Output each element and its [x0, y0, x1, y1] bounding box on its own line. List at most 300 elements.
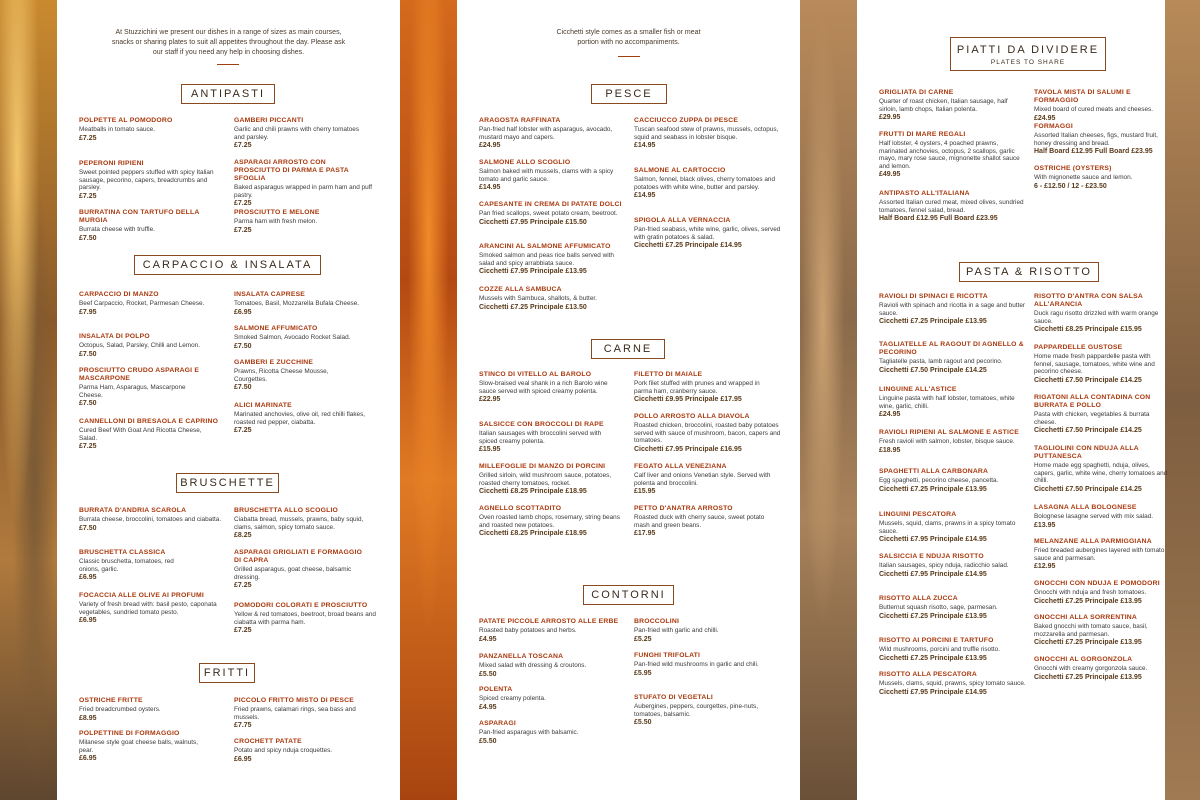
item-price: £14.95	[634, 192, 656, 200]
item-name: ASPARAGI GRIGLIATI E FORMAGGIO DI CAPRA	[234, 549, 363, 564]
item-name: GAMBERI PICCANTI	[234, 117, 304, 124]
item-price: Cicchetti £7.25 Principale £14.95	[634, 242, 742, 250]
menu-item	[479, 720, 624, 745]
item-name: GAMBERI E ZUCCHINE	[234, 359, 314, 366]
item-name: INSALATA CAPRESE	[234, 291, 306, 298]
item-desc: Marinated anchovies, olive oil, red chilli flakes, roasted red pepper, ciabatta.	[234, 411, 366, 426]
menu-item	[234, 159, 374, 207]
item-desc: Beef Carpaccio, Rocket, Parmesan Cheese.	[79, 300, 205, 307]
section-heading-carpaccio: CARPACCIO & INSALATA	[134, 255, 321, 275]
item-desc: Aubergines, peppers, courgettes, pine-nuts, tomatoes, balsamic.	[634, 703, 758, 718]
item-desc: Tuscan seafood stew of prawns, mussels, octopus, squid and seabass in lobster bisque.	[634, 126, 779, 141]
item-name: PROSCIUTTO E MELONE	[234, 209, 320, 216]
item-price: Cicchetti £7.95 Principale £14.95	[879, 688, 987, 696]
menu-item	[479, 421, 619, 453]
menu-item	[79, 697, 224, 722]
item-price: Half Board £12.95 Full Board £23.95	[1034, 148, 1153, 156]
item-name: POLENTA	[479, 686, 513, 693]
item-price: £7.25	[234, 627, 252, 635]
item-desc: Fried breadcrumbed oysters.	[79, 706, 161, 713]
item-name: RAVIOLI RIPIENI AL SALMONE E ASTICE	[879, 429, 1019, 436]
item-price: £29.95	[879, 114, 901, 122]
item-desc: Prawns, Ricotta Cheese Mousse, Courgettes.	[234, 368, 329, 383]
item-name: SALMONE AL CARTOCCIO	[634, 167, 726, 174]
menu-item	[879, 386, 1027, 418]
item-name: POLPETTE AL POMODORO	[79, 117, 173, 124]
item-desc: Quarter of roast chicken, Italian sausage, half sirloin, lamb chops, Italian polenta.	[879, 98, 1008, 113]
menu-item	[79, 592, 219, 624]
menu-panel-1	[57, 0, 400, 800]
item-price: £7.50	[79, 524, 97, 532]
menu-item	[1034, 656, 1169, 681]
item-name: PANZANELLA TOSCANA	[479, 653, 564, 660]
item-desc: Mussels with Sambuca, shallots, & butter.	[479, 295, 597, 302]
item-name: BROCCOLINI	[634, 618, 680, 625]
item-name: FOCACCIA ALLE OLIVE AI PROFUMI	[79, 592, 204, 599]
item-desc: Burrata cheese, broccolini, tomatoes and ciabatta.	[79, 516, 222, 523]
item-desc: Spiced creamy polenta.	[479, 695, 546, 702]
menu-item	[479, 618, 624, 643]
menu-item	[1034, 504, 1169, 529]
item-name: INSALATA DI POLPO	[79, 333, 150, 340]
menu-item	[879, 595, 1027, 620]
item-desc: Yellow & red tomatoes, beetroot, broad beans and ciabatta with parma ham.	[234, 611, 376, 626]
menu-panel-2	[457, 0, 800, 800]
item-desc: Pan-fried wild mushrooms in garlic and chili.	[634, 661, 759, 668]
item-name: PICCOLO FRITTO MISTO DI PESCE	[234, 697, 354, 704]
food-photo-strip-center	[400, 0, 457, 800]
menu-item	[234, 291, 379, 316]
item-name: RIGATONI ALLA CONTADINA CON BURRATA E POLLO	[1034, 394, 1151, 409]
item-name: FRUTTI DI MARE REGALI	[879, 131, 966, 138]
item-price: Cicchetti £7.50 Principale £14.25	[1034, 427, 1142, 435]
item-desc: Pork filet stuffed with prunes and wrapped in parma ham, cranberry sauce.	[634, 380, 760, 395]
menu-item	[1034, 445, 1169, 493]
menu-item	[634, 167, 779, 199]
item-name: CARPACCIO DI MANZO	[79, 291, 159, 298]
item-desc: Home made egg spaghetti, nduja, olives, capers, garlic, white wine, cherry tomatoes and chilli.	[1034, 462, 1168, 485]
item-desc: Roasted duck with cherry sauce, sweet potato mash and green beans.	[634, 514, 765, 529]
item-desc: With mignonette sauce and lemon.	[1034, 174, 1133, 181]
item-price: £7.50	[234, 342, 252, 350]
item-desc: Variety of fresh bread with: basil pesto, caponata vegetables, sundried tomato pesto.	[79, 601, 217, 616]
menu-item	[879, 429, 1027, 454]
item-price: Cicchetti £7.50 Principale £14.25	[1034, 485, 1142, 493]
item-price: Cicchetti £7.95 Principale £16.95	[634, 445, 742, 453]
item-name: ASPARAGI	[479, 720, 516, 727]
item-price: £17.95	[634, 530, 656, 538]
item-price: £7.75	[234, 722, 252, 730]
item-name: PAPPARDELLE GUSTOSE	[1034, 344, 1123, 351]
section-heading-antipasti: ANTIPASTI	[181, 84, 275, 104]
item-desc: Garlic and chili prawns with cherry tomatoes and parsley.	[234, 126, 360, 141]
item-name: GNOCCHI CON NDUJA E POMODORI	[1034, 580, 1160, 587]
item-price: Cicchetti £7.95 Principale £15.50	[479, 218, 587, 226]
intro-text: At Stuzzichini we present our dishes in a range of sizes as main courses, snacks or sharing plates to suit all appetites throughout the day. Please ask our staff if you need any help in choosing dishes.	[111, 29, 346, 56]
menu-item	[79, 730, 199, 762]
item-desc: Slow-braised veal shank in a rich Barolo wine sauce served with spiced creamy polenta.	[479, 380, 608, 395]
menu-item	[479, 159, 624, 191]
menu-item	[879, 637, 1027, 662]
item-price: £6.95	[79, 617, 97, 625]
item-price: £4.95	[479, 703, 497, 711]
menu-item	[879, 190, 1027, 222]
item-desc: Parma ham with fresh melon.	[234, 218, 318, 225]
item-desc: Gnocchi with creamy gorgonzola sauce.	[1034, 665, 1148, 672]
menu-item	[1034, 538, 1169, 570]
menu-item	[479, 463, 629, 495]
item-price: Cicchetti £7.25 Principale £13.95	[1034, 597, 1142, 605]
menu-item	[879, 131, 1027, 178]
item-desc: Octopus, Salad, Parsley, Chilli and Lemon.	[79, 342, 201, 349]
section-heading-pasta: PASTA & RISOTTO	[959, 262, 1099, 282]
menu-item	[234, 549, 369, 589]
item-price: £7.25	[234, 427, 252, 435]
item-price: £15.95	[479, 446, 501, 454]
item-price: Cicchetti £8.25 Principale £15.95	[1034, 326, 1142, 334]
item-price: £8.25	[234, 532, 252, 540]
item-name: RISOTTO D'ANTRA CON SALSA ALL'ARANCIA	[1034, 293, 1143, 308]
section-subtitle: PLATES TO SHARE	[990, 59, 1066, 66]
item-price: £14.95	[634, 142, 656, 150]
item-name: BRUSCHETTA ALLO SCOGLIO	[234, 507, 339, 514]
menu-item	[479, 653, 624, 678]
item-price: £7.25	[234, 582, 252, 590]
item-price: Cicchetti £8.25 Principale £18.95	[479, 530, 587, 538]
item-name: BRUSCHETTA CLASSICA	[79, 549, 166, 556]
menu-item	[1034, 614, 1169, 646]
item-desc: Home made fresh pappardelle pasta with fennel, sausage, tomatoes, white wine and pecorino cheese.	[1034, 353, 1155, 376]
item-name: GRIGLIATA DI CARNE	[879, 89, 954, 96]
item-price: £5.95	[634, 669, 652, 677]
item-desc: Smoked salmon and peas rice balls served with salad and spicy arrabbiata sauce.	[479, 252, 614, 267]
item-name: AGNELLO SCOTTADITO	[479, 505, 562, 512]
menu-item	[479, 243, 629, 275]
item-desc: Fried breaded aubergines layered with tomato sauce and parmesan.	[1034, 547, 1165, 562]
item-desc: Fried prawns, calamari rings, sea bass and mussels.	[234, 706, 356, 721]
item-name: OSTRICHE FRITTE	[79, 697, 143, 704]
menu-item	[479, 201, 629, 226]
item-name: PATATE PICCOLE ARROSTO ALLE ERBE	[479, 618, 619, 625]
item-price: £24.95	[879, 411, 901, 419]
item-desc: Egg spaghetti, pecorino cheese, pancetta.	[879, 477, 999, 484]
item-price: £5.50	[479, 737, 497, 745]
menu-item	[234, 697, 369, 729]
menu-item	[1034, 123, 1174, 155]
menu-item	[479, 371, 624, 403]
food-photo-strip-right	[800, 0, 857, 800]
item-price: £7.25	[79, 443, 97, 451]
item-desc: Ciabatta bread, mussels, prawns, baby squid, clams, salmon, spicy tomato sauce.	[234, 516, 364, 531]
item-price: £13.95	[1034, 521, 1056, 529]
item-name: TAGLIATELLE AL RAGOUT DI AGNELLO & PECORINO	[879, 341, 1024, 356]
item-desc: Italian sausages, spicy nduja, radicchio salad.	[879, 562, 1009, 569]
item-price: £22.95	[479, 396, 501, 404]
section-heading-pesce: PESCE	[591, 84, 667, 104]
divider	[618, 56, 640, 57]
menu-item	[479, 117, 619, 149]
item-desc: Oven roasted lamb chops, rosemary, string beans and roasted new potatoes.	[479, 514, 620, 529]
menu-item	[1034, 293, 1169, 333]
menu-item	[879, 671, 1027, 696]
menu-item	[634, 371, 779, 403]
item-price: £4.95	[479, 635, 497, 643]
item-name: POLPETTINE DI FORMAGGIO	[79, 730, 180, 737]
item-desc: Ravioli with spinach and ricotta in a sage and butter sauce.	[879, 302, 1026, 317]
item-price: £7.50	[234, 384, 252, 392]
item-price: £7.25	[79, 134, 97, 142]
item-name: ANTIPASTO ALL'ITALIANA	[879, 190, 970, 197]
item-desc: Duck ragu risotto drizzled with warm orange sauce.	[1034, 310, 1159, 325]
item-desc: Half lobster, 4 oysters, 4 poached prawns, marinated anchovies, octopus, 2 scallops, garlic mayo, mary rose sauce, mignonette shallot sauce and lemon.	[879, 140, 1020, 170]
item-price: Cicchetti £7.95 Principale £13.95	[479, 268, 587, 276]
menu-item	[879, 89, 1024, 121]
menu-item	[234, 209, 369, 234]
item-desc: Roasted chicken, broccolini, roasted baby potatoes served with sauce of mushroom, bacon, capers and tomatoes.	[634, 422, 781, 445]
item-price: £14.95	[479, 184, 501, 192]
item-desc: Tomatoes, Basil, Mozzarella Bufala Cheese.	[234, 300, 360, 307]
item-name: FILETTO DI MAIALE	[634, 371, 703, 378]
item-price: Half Board £12.95 Full Board £23.95	[879, 215, 998, 223]
menu-item	[879, 553, 1027, 578]
item-name: MILLEFOGLIE DI MANZO DI PORCINI	[479, 463, 606, 470]
item-price: Cicchetti £7.25 Principale £13.95	[879, 612, 987, 620]
item-price: £12.95	[1034, 563, 1056, 571]
item-price: £24.95	[479, 142, 501, 150]
item-name: FEGATO ALLA VENEZIANA	[634, 463, 727, 470]
item-name: STUFATO DI VEGETALI	[634, 694, 713, 701]
item-price: £7.25	[79, 192, 97, 200]
item-price: £7.50	[79, 350, 97, 358]
item-desc: Italian sausages with broccolini served with spiced creamy polenta.	[479, 430, 602, 445]
item-price: £24.95	[1034, 114, 1056, 122]
item-desc: Salmon baked with mussels, clams with a spicy tomato and garlic sauce.	[479, 168, 614, 183]
item-name: TAGLIOLINI CON NDUJA ALLA PUTTANESCA	[1034, 445, 1139, 460]
menu-item	[79, 418, 219, 450]
item-price: £6.95	[79, 574, 97, 582]
item-name: PETTO D'ANATRA ARROSTO	[634, 505, 733, 512]
item-price: Cicchetti £7.50 Principale £14.25	[879, 366, 987, 374]
item-desc: Mixed board of cured meats and cheeses.	[1034, 106, 1154, 113]
item-name: FORMAGGI	[1034, 123, 1073, 130]
item-desc: Sweet pointed peppers stuffed with spicy Italian sausage, pecorino, capers, breadcrumbs and parsley.	[79, 169, 214, 192]
item-price: Cicchetti £7.25 Principale £13.95	[879, 485, 987, 493]
item-name: SPIGOLA ALLA VERNACCIA	[634, 217, 731, 224]
item-price: £6.95	[79, 755, 97, 763]
item-desc: Pan fried scallops, sweet potato cream, beetroot.	[479, 210, 618, 217]
menu-item	[879, 511, 1027, 543]
item-name: ASPARAGI ARROSTO CON PROSCIUTTO DI PARMA E PASTA SFOGLIA	[234, 159, 349, 182]
item-price: £8.95	[79, 714, 97, 722]
item-name: RISOTTO ALLA ZUCCA	[879, 595, 958, 602]
item-name: MELANZANE ALLA PARMIGGIANA	[1034, 538, 1152, 545]
menu-item	[634, 694, 779, 726]
item-desc: Tagliatelle pasta, lamb ragout and pecorino.	[879, 358, 1003, 365]
menu-item	[79, 507, 224, 532]
item-price: £7.95	[79, 308, 97, 316]
item-price: £5.50	[634, 719, 652, 727]
menu-item	[634, 117, 779, 149]
item-desc: Calf liver and onions Venetian style. Served with polenta and broccolini.	[634, 472, 771, 487]
menu-item	[1034, 89, 1174, 122]
item-name: SALSICCIA E NDUJA RISOTTO	[879, 553, 984, 560]
item-price: Cicchetti £7.25 Principale £13.95	[879, 318, 987, 326]
item-price: Cicchetti £7.25 Principale £13.95	[879, 654, 987, 662]
item-name: CAPESANTE IN CREMA DI PATATE DOLCI	[479, 201, 622, 208]
menu-item	[479, 686, 624, 711]
item-name: SALSICCE CON BROCCOLI DI RAPE	[479, 421, 604, 428]
menu-item	[234, 359, 354, 391]
item-name: BURRATA D'ANDRIA SCAROLA	[79, 507, 187, 514]
item-name: ALICI MARINATE	[234, 402, 292, 409]
menu-item	[234, 507, 379, 539]
item-name: CANNELLONI DI BRESAOLA E CAPRINO	[79, 418, 219, 425]
section-heading-contorni: CONTORNI	[583, 585, 674, 605]
item-price: £7.25	[234, 226, 252, 234]
item-desc: Baked gnocchi with tomato sauce, basil, mozzarella and parmesan.	[1034, 623, 1148, 638]
item-desc: Mussels, squid, clams, prawns in a spicy tomato sauce.	[879, 520, 1016, 535]
item-desc: Burrata cheese with truffle.	[79, 226, 155, 233]
section-title: PIATTI DA DIVIDERE	[956, 44, 1100, 56]
item-price: 6 - £12.50 / 12 - £23.50	[1034, 182, 1107, 190]
menu-item	[234, 738, 369, 763]
item-price: Cicchetti £7.25 Principale £13.95	[1034, 639, 1142, 647]
item-name: GNOCCHI ALLA SORRENTINA	[1034, 614, 1138, 621]
menu-item	[1034, 344, 1169, 384]
item-name: RAVIOLI DI SPINACI E RICOTTA	[879, 293, 988, 300]
item-name: POLLO ARROSTO ALLA DIAVOLA	[634, 413, 750, 420]
item-price: £49.95	[879, 171, 901, 179]
item-name: RISOTTO ALLA PESCATORA	[879, 671, 977, 678]
item-name: SALMONE ALLO SCOGLIO	[479, 159, 571, 166]
item-price: £5.25	[634, 635, 652, 643]
item-name: RISOTTO AI PORCINI E TARTUFO	[879, 637, 994, 644]
item-desc: Milanese style goat cheese balls, walnuts, pear.	[79, 739, 199, 754]
item-price: £18.95	[879, 446, 901, 454]
menu-item	[79, 209, 229, 242]
item-desc: Bolognese lasagne served with mix salad.	[1034, 513, 1154, 520]
item-desc: Smoked Salmon, Avocado Rocket Salad.	[234, 334, 351, 341]
item-desc: Pan-fried seabass, white wine, garlic, olives, served with gratin potatoes & salad.	[634, 226, 781, 241]
menu-item	[234, 402, 369, 434]
divider	[217, 64, 239, 65]
menu-item	[234, 325, 379, 350]
item-price: £15.95	[634, 488, 656, 496]
item-desc: Mixed salad with dressing & croutons.	[479, 662, 587, 669]
menu-item	[634, 505, 779, 537]
item-price: £6.95	[234, 755, 252, 763]
menu-item	[634, 618, 779, 643]
menu-item	[234, 117, 369, 149]
item-name: LINGUINE ALL'ASTICE	[879, 386, 957, 393]
item-name: SPAGHETTI ALLA CARBONARA	[879, 468, 989, 475]
item-desc: Butternut squash risotto, sage, parmesan.	[879, 604, 998, 611]
item-price: Cicchetti £7.95 Principale £14.95	[879, 536, 987, 544]
menu-item	[479, 286, 629, 311]
item-desc: Gnocchi with nduja and fresh tomatoes.	[1034, 589, 1147, 596]
item-desc: Parma Ham, Asparagus, Mascarpone Cheese.	[79, 384, 186, 399]
menu-item	[79, 549, 189, 581]
menu-item	[79, 291, 219, 316]
item-desc: Fresh ravioli with salmon, lobster, bisque sauce.	[879, 438, 1015, 445]
item-name: STINCO DI VITELLO AL BAROLO	[479, 371, 592, 378]
menu-item	[79, 333, 229, 358]
item-price: £7.25	[234, 142, 252, 150]
menu-item	[79, 367, 209, 407]
menu-item	[879, 293, 1027, 325]
item-desc: Linguine pasta with half lobster, tomatoes, white wine, garlic, chilli.	[879, 395, 1015, 410]
menu-item	[1034, 394, 1169, 434]
item-price: Cicchetti £7.25 Principale £13.95	[1034, 673, 1142, 681]
menu-item	[879, 468, 1027, 493]
item-name: CROCHETT PATATE	[234, 738, 302, 745]
item-desc: Roasted baby potatoes and herbs.	[479, 627, 577, 634]
menu-item	[1034, 580, 1169, 605]
section-heading-carne: CARNE	[591, 339, 665, 359]
item-price: £7.25	[234, 200, 252, 208]
item-desc: Cured Beef With Goat And Ricotta Cheese, Salad.	[79, 427, 202, 442]
item-price: Cicchetti £8.25 Principale £18.95	[479, 488, 587, 496]
item-desc: Pasta with chicken, vegetables & burrata cheese.	[1034, 411, 1150, 426]
section-heading-bruschette: BRUSCHETTE	[176, 473, 279, 493]
menu-item	[79, 117, 229, 142]
menu-item	[634, 463, 784, 495]
item-price: £7.50	[79, 234, 97, 242]
item-price: Cicchetti £9.95 Principale £17.95	[634, 396, 742, 404]
item-name: CACCIUCCO ZUPPA DI PESCE	[634, 117, 739, 124]
item-desc: Grilled asparagus, goat cheese, balsamic dressing.	[234, 566, 352, 581]
item-desc: Baked asparagus wrapped in parm ham and puff pastry.	[234, 184, 373, 199]
item-price: £7.50	[79, 400, 97, 408]
food-photo-strip-left	[0, 0, 57, 800]
item-desc: Salmon, fennel, black olives, cherry tomatoes and potatoes with white wine, butter and parsley.	[634, 176, 776, 191]
item-name: SALMONE AFFUMICATO	[234, 325, 318, 332]
menu-item	[879, 341, 1027, 374]
item-desc: Classic bruschetta, tomatoes, red onions, garlic.	[79, 558, 174, 573]
menu-item	[479, 505, 629, 537]
item-name: LASAGNA ALLA BOLOGNESE	[1034, 504, 1137, 511]
menu-item	[634, 217, 784, 249]
menu-panel-3	[857, 0, 1168, 800]
item-name: ARANCINI AL SALMONE AFFUMICATO	[479, 243, 611, 250]
item-name: FUNGHI TRIFOLATI	[634, 652, 701, 659]
menu-item	[1034, 165, 1174, 190]
item-desc: Grilled sirloin, wild mushroom sauce, potatoes, roasted cherry tomatoes, rocket.	[479, 472, 612, 487]
menu-item	[234, 602, 379, 634]
menu-item	[79, 160, 219, 200]
item-price: £5.50	[479, 670, 497, 678]
item-price: £6.95	[234, 308, 252, 316]
item-name: COZZE ALLA SAMBUCA	[479, 286, 562, 293]
item-name: BURRATINA CON TARTUFO DELLA MURGIA	[79, 209, 200, 224]
item-desc: Pan-fried asparagus with balsamic.	[479, 729, 579, 736]
item-name: GNOCCHI AL GORGONZOLA	[1034, 656, 1133, 663]
item-price: Cicchetti £7.95 Principale £14.95	[879, 570, 987, 578]
item-desc: Assorted Italian cheeses, figs, mustard fruit, honey dressing and bread.	[1034, 132, 1158, 147]
item-name: TAVOLA MISTA DI SALUMI E FORMAGGIO	[1034, 89, 1131, 104]
item-price: Cicchetti £7.50 Principale £14.25	[1034, 376, 1142, 384]
item-desc: Potato and spicy nduja croquettes.	[234, 747, 333, 754]
item-desc: Mussels, clams, squid, prawns, spicy tomato sauce.	[879, 680, 1026, 687]
item-desc: Pan-fried half lobster with asparagus, avocado, mustard mayo and capers.	[479, 126, 613, 141]
menu-item	[634, 413, 784, 453]
item-price: Cicchetti £7.25 Principale £13.50	[479, 303, 587, 311]
item-desc: Meatballs in tomato sauce.	[79, 126, 156, 133]
item-desc: Pan-fried with garlic and chilli.	[634, 627, 719, 634]
item-name: OSTRICHE (OYSTERS)	[1034, 165, 1112, 172]
section-heading-dividere	[950, 37, 1106, 71]
item-name: LINGUINI PESCATORA	[879, 511, 957, 518]
